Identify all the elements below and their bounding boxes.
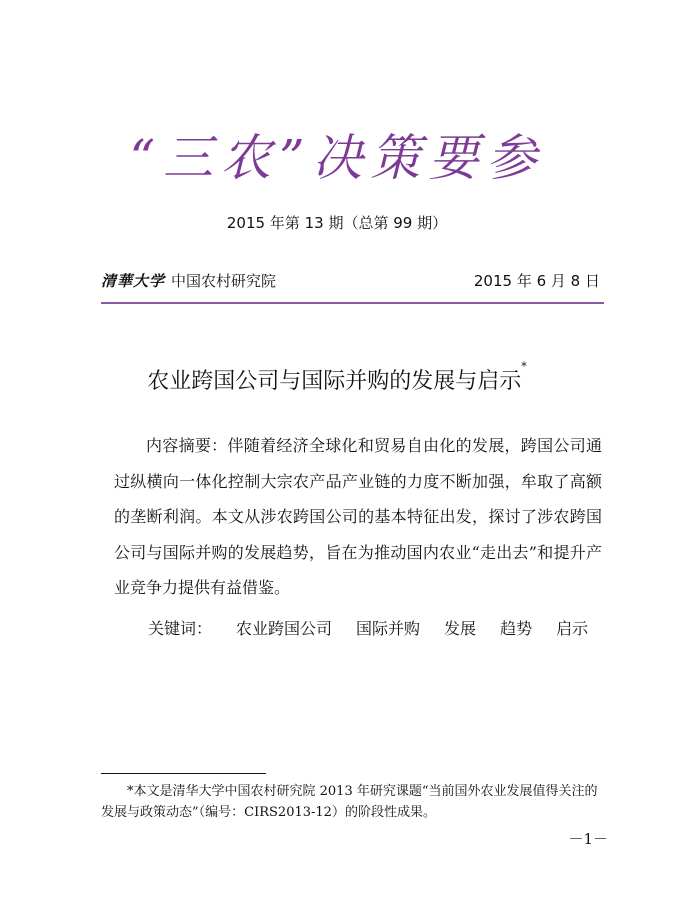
header-divider xyxy=(101,302,604,304)
keywords-label: 关键词： xyxy=(148,619,213,638)
institution-logo: 清華大学 xyxy=(101,272,166,290)
keyword: 趋势 xyxy=(500,619,533,638)
keyword: 启示 xyxy=(556,619,589,638)
institution xyxy=(101,270,276,291)
publication-date: 2015 年 6 月 8 日 xyxy=(473,272,600,290)
footnote-marker: * xyxy=(521,360,527,373)
keyword: 农业跨国公司 xyxy=(236,619,333,638)
article-title-text: 农业跨国公司与国际并购的发展与启示 xyxy=(147,369,522,394)
abstract: 内容摘要：伴随着经济全球化和贸易自由化的发展，跨国公司通过纵横向一体化控制大宗农产品产业链的力度不断加强，牟取了高额的垄断利润。本文从涉农跨国公司的基本特征出发，探讨了涉农跨国公司与国际并购的发展趋势，旨在为推动国内农业“走出去”和提升产业竞争力提供有益借鉴。 xyxy=(114,436,602,597)
keyword: 发展 xyxy=(444,619,477,638)
footnote: *本文是清华大学中国农村研究院 2013 年研究课题“当前国外农业发展值得关注的发展与政策动态”（编号：CIRS2013-12）的阶段性成果。 xyxy=(101,784,598,820)
keyword: 国际并购 xyxy=(356,619,421,638)
institution-name: 中国农村研究院 xyxy=(171,272,277,290)
issue-number: 2015 年第 13 期（总第 99 期） xyxy=(226,214,448,232)
article-title xyxy=(0,360,674,395)
keywords xyxy=(148,616,588,639)
page-number: －1－ xyxy=(568,830,608,848)
footnote-divider xyxy=(101,773,266,774)
masthead-title: “三农”决策要参 xyxy=(129,129,545,187)
